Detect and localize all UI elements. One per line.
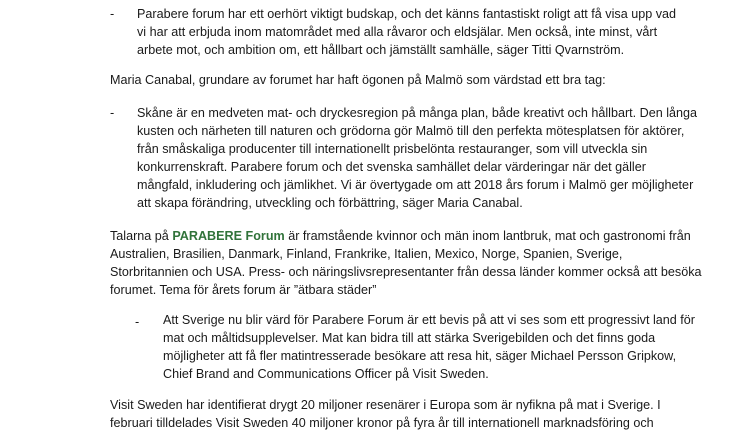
quote-line: Att Sverige nu blir värd för Parabere Forum är ett bevis på att vi ses som ett progressivt land för xyxy=(163,313,695,327)
paragraph-line: Visit Sweden har identifierat drygt 20 miljoner resenärer i Europa som är nyfikna på mat i Sverige. I xyxy=(110,398,661,412)
brand-name: PARABERE Forum xyxy=(172,229,285,243)
quote-line: Parabere forum har ett oerhört viktigt budskap, och det känns fantastiskt roligt att få visa upp vad xyxy=(137,7,677,21)
quote-line: vi har att erbjuda inom matområdet med alla råvaror och eldsjälar. Men också, inte minst, vårt xyxy=(137,25,658,39)
paragraph-line xyxy=(110,227,691,245)
bullet-dash: - xyxy=(110,7,115,21)
bullet-dash: - xyxy=(110,106,115,120)
quote-line: mat och måltidsupplevelser. Mat kan bidra till att stärka Sverigebilden och det finns goda xyxy=(163,331,656,345)
quote-line: konkurrenskraft. Parabere forum och det svenska samhället delar värderingar när det gäller xyxy=(137,160,646,174)
quote-line: möjligheter att få fler matintresserade besökare att resa hit, säger Michael Persson Gripkow, xyxy=(163,349,677,363)
paragraph-prefix: Talarna på xyxy=(110,229,173,243)
paragraph-line: forumet. Tema för årets forum är ”ätbara städer” xyxy=(110,283,377,297)
quote-line: att skapa förändring, utveckling och förbättring, säger Maria Canabal. xyxy=(137,196,523,210)
quote-line: mångfald, inkludering och jämlikhet. Vi är övertygade om att 2018 års forum i Malmö ger möjligheter xyxy=(137,178,694,192)
quote-line: från småskaliga producenter till internationellt prisbelönta restauranger, som vill utveckla sin xyxy=(137,142,648,156)
paragraph-line: Storbritannien och USA. Press- och näringslivsrepresentanter från dessa länder kommer också att besöka xyxy=(110,265,702,279)
quote-line: arbete mot, och ambition om, ett hållbart och jämställt samhälle, säger Titti Qvarnström. xyxy=(137,43,625,57)
paragraph-line: februari tilldelades Visit Sweden 40 miljoner kronor på fyra år till internationell marknadsföring och xyxy=(110,416,654,430)
paragraph-text: är framstående kvinnor och män inom lantbruk, mat och gastronomi från xyxy=(284,229,691,243)
paragraph-line: Australien, Brasilien, Danmark, Finland, Frankrike, Italien, Mexico, Norge, Spanien, Sverige, xyxy=(110,247,623,261)
paragraph-maria-canabal-intro: Maria Canabal, grundare av forumet har haft ögonen på Malmö som värdstad ett bra tag: xyxy=(110,73,606,87)
bullet-dash: - xyxy=(135,315,140,329)
quote-line: kusten och närheten till naturen och grödorna gör Malmö till den perfekta mötesplatsen för aktörer, xyxy=(137,124,685,138)
quote-line: Chief Brand and Communications Officer på Visit Sweden. xyxy=(163,367,489,381)
quote-line: Skåne är en medveten mat- och dryckesregion på många plan, både kreativt och hållbart. Den långa xyxy=(137,106,698,120)
